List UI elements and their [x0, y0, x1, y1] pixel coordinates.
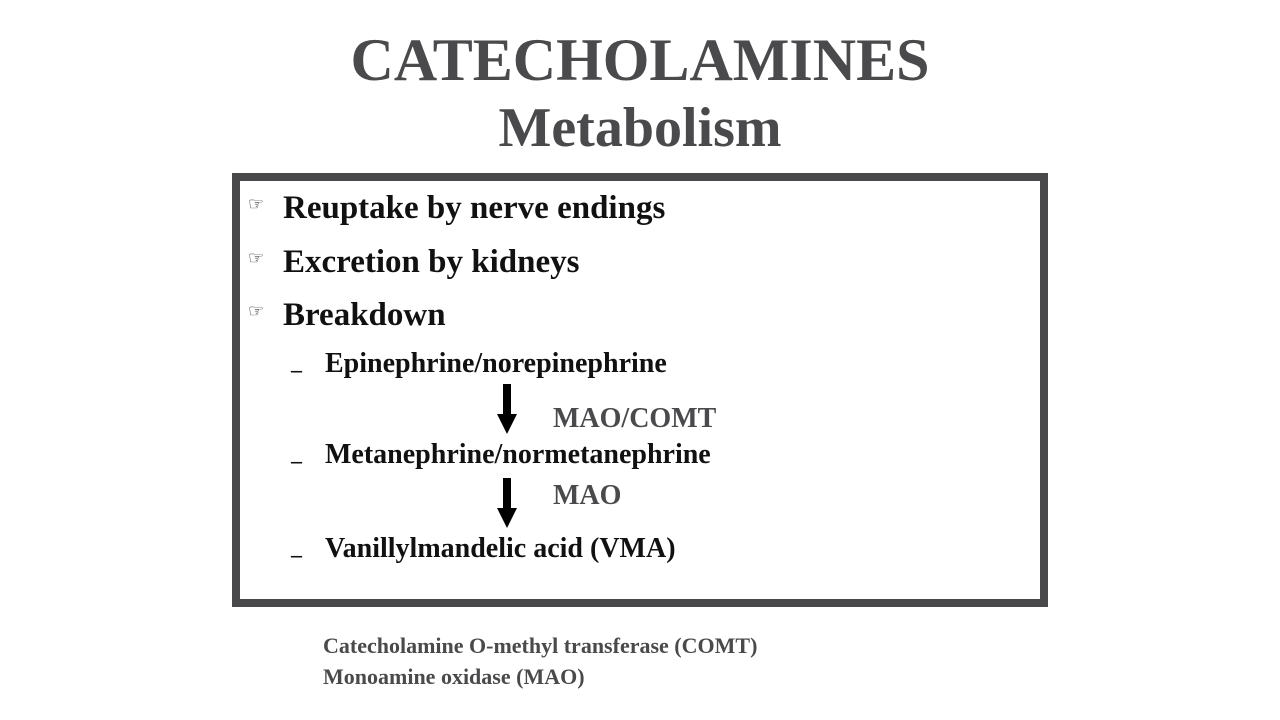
- pathway-step-epinephrine: [291, 346, 667, 382]
- pathway-step-text: Vanillylmandelic acid (VMA): [325, 533, 676, 564]
- slide-title: CATECHOLAMINES: [350, 27, 930, 93]
- footnote-comt: Catecholamine O-methyl transferase (COMT): [323, 633, 758, 658]
- pathway-step-metanephrine: [291, 437, 711, 473]
- pointing-hand-icon: ☞: [248, 248, 265, 268]
- down-arrow-icon: [495, 384, 519, 434]
- bullet-breakdown: [248, 295, 446, 335]
- slide-subtitle: Metabolism: [498, 97, 782, 159]
- dash-marker: –: [291, 542, 302, 567]
- dash-marker: –: [291, 357, 302, 382]
- bullet-text: Excretion by kidneys: [283, 243, 580, 280]
- footnote-mao: Monoamine oxidase (MAO): [323, 664, 585, 689]
- dash-marker: –: [291, 448, 302, 473]
- pathway-step-text: Epinephrine/norepinephrine: [325, 348, 667, 379]
- bullet-text: Breakdown: [283, 296, 446, 333]
- enzyme-label-mao: MAO: [553, 480, 622, 511]
- pathway-step-text: Metanephrine/normetanephrine: [325, 439, 711, 470]
- pointing-hand-icon: ☞: [248, 194, 265, 214]
- enzyme-label-mao-comt: MAO/COMT: [553, 403, 717, 434]
- bullet-excretion: [248, 242, 579, 282]
- bullet-reuptake: [248, 188, 665, 228]
- bullet-text: Reuptake by nerve endings: [283, 189, 666, 226]
- pointing-hand-icon: ☞: [248, 301, 265, 321]
- down-arrow-icon: [495, 478, 519, 528]
- pathway-step-vma: [291, 531, 676, 567]
